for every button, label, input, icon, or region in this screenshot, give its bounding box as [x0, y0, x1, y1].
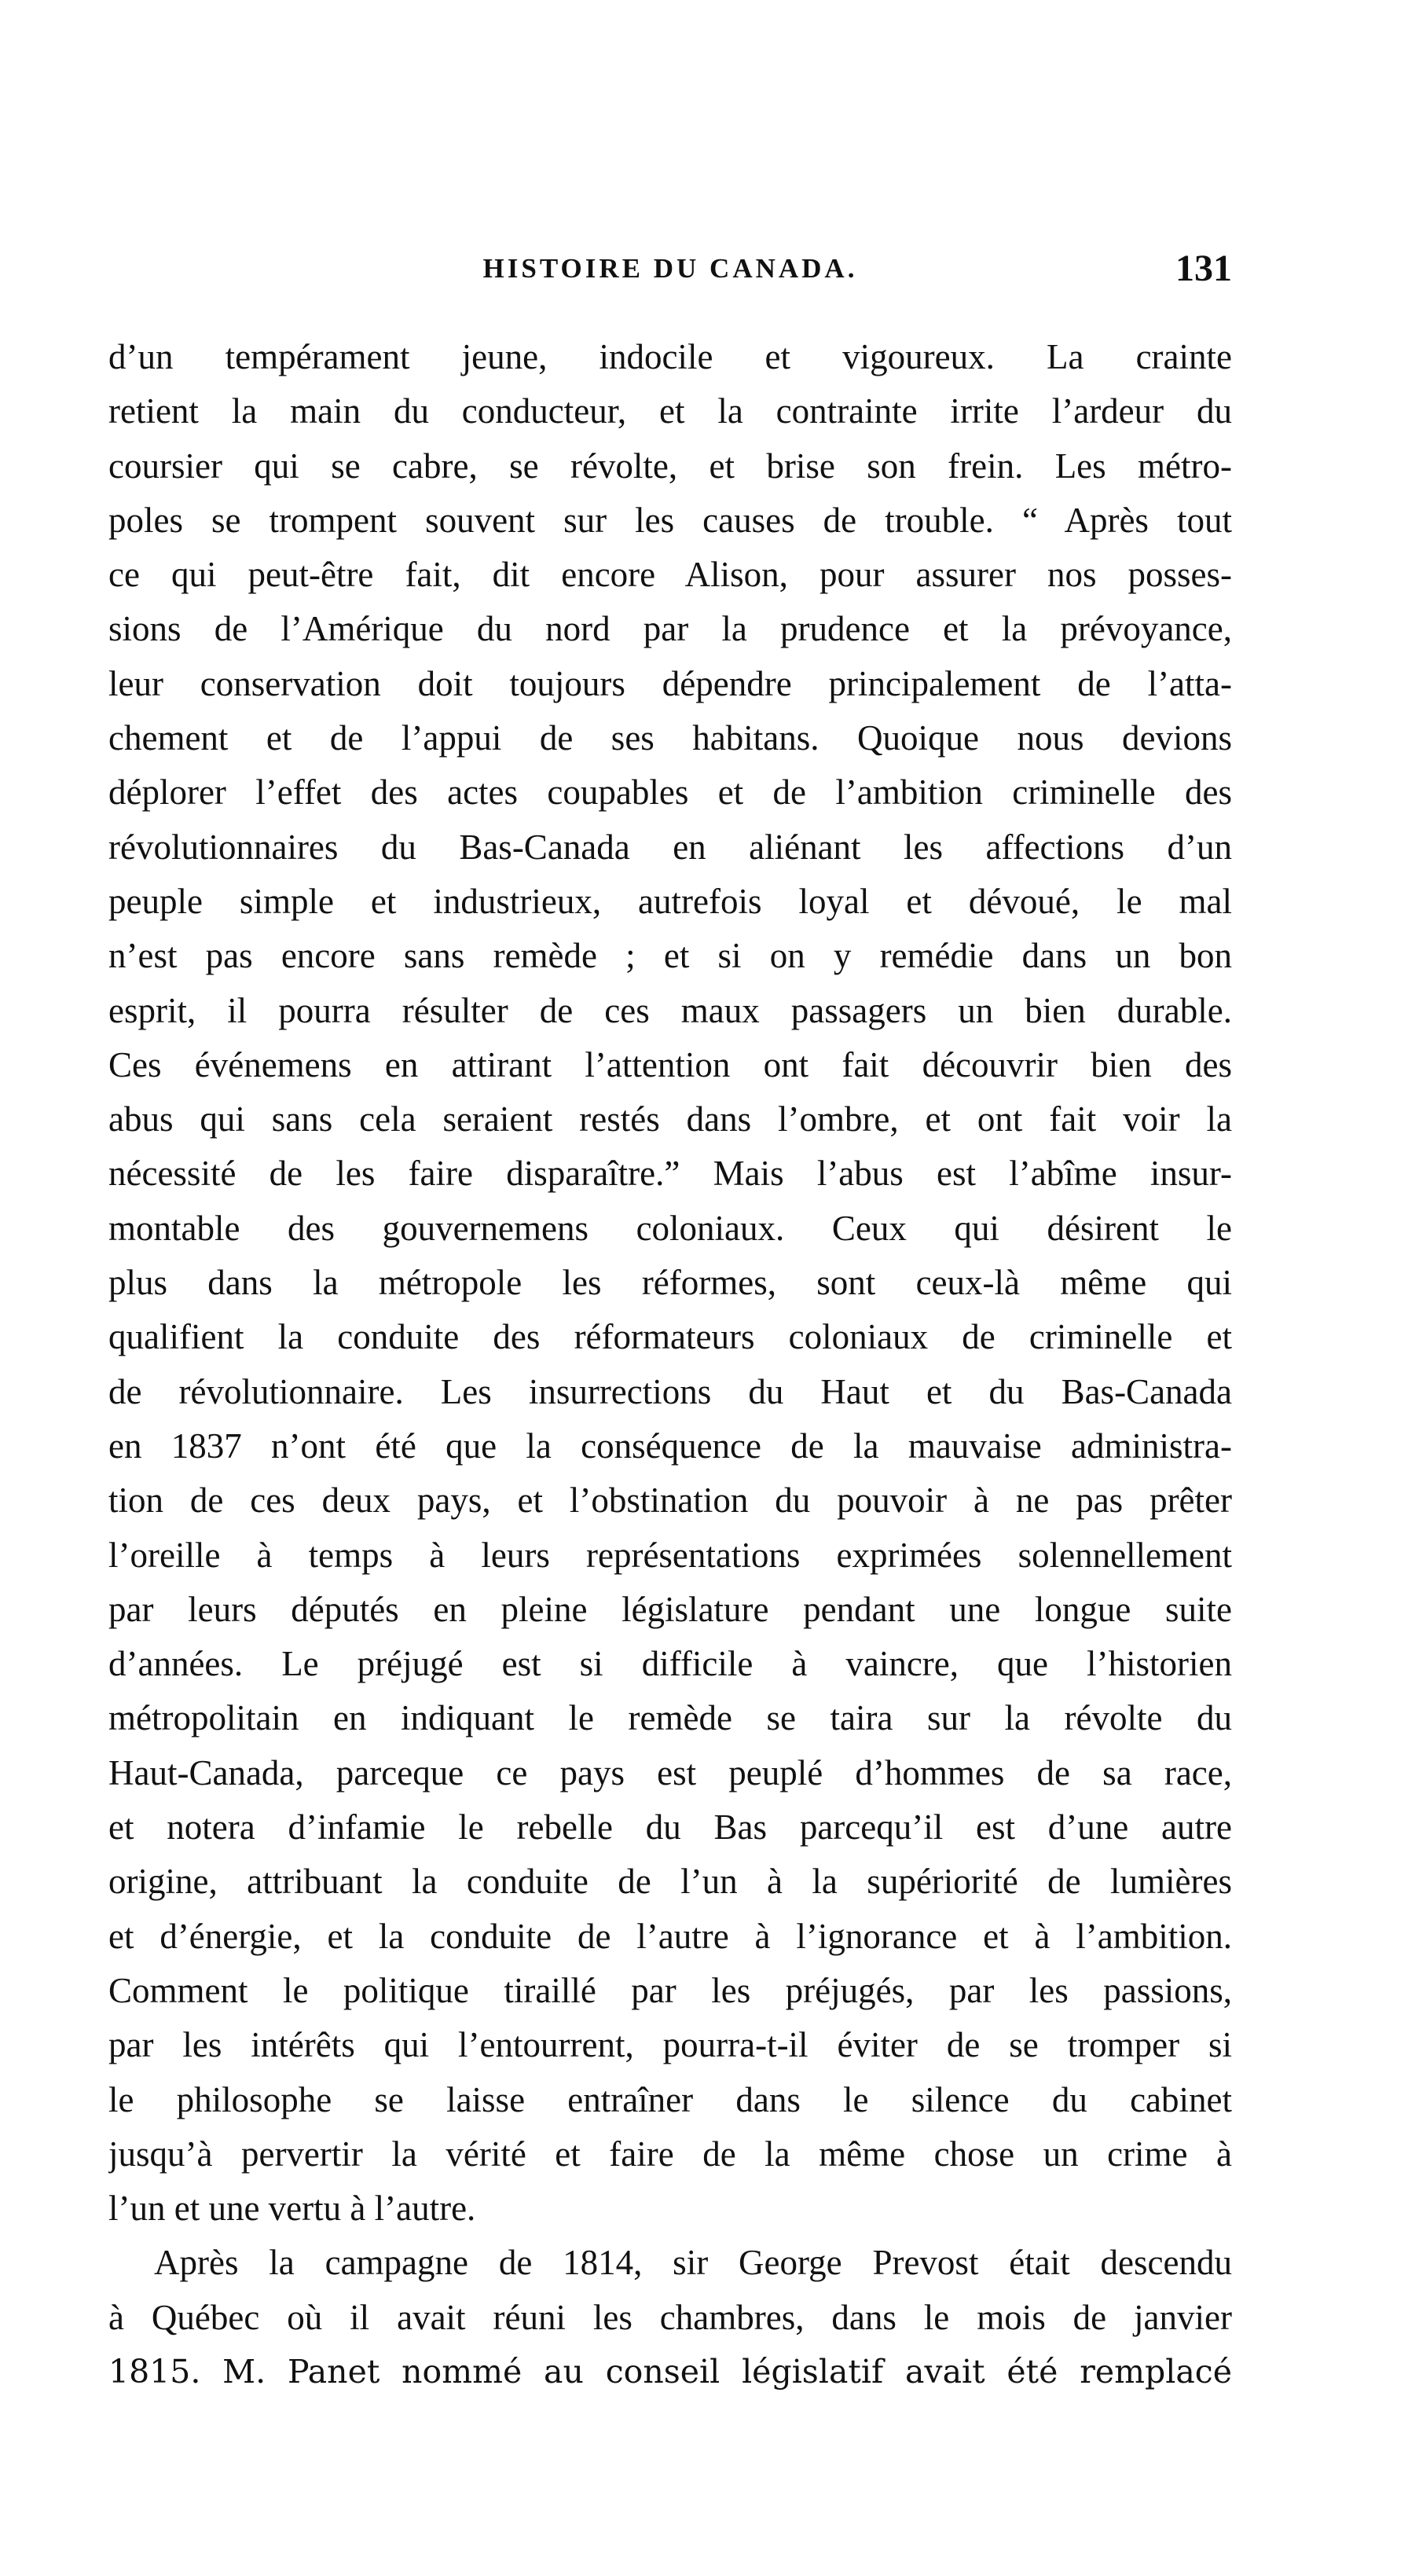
text-line: d’un tempérament jeune, indocile et vigoureux. La crainte [108, 337, 1232, 376]
text-line: jusqu’à pervertir la vérité et faire de la même chose un crime à [108, 2134, 1232, 2174]
paragraph-first-line: Après la campagne de 1814, sir George Prevost était descendu [154, 2243, 1232, 2283]
text-line: esprit, il pourra résulter de ces maux passagers un bien durable. [108, 990, 1232, 1030]
text-line: chement et de l’appui de ses habitans. Quoique nous devions [108, 718, 1232, 758]
text-line: Haut-Canada, parceque ce pays est peuplé d’hommes de sa race, [108, 1752, 1232, 1793]
text-line: abus qui sans cela seraient restés dans l’ombre, et ont fait voir la [108, 1099, 1232, 1139]
text-line: le philosophe se laisse entraîner dans le silence du cabinet [108, 2079, 1232, 2119]
text-line: de révolutionnaire. Les insurrections du Haut et du Bas-Canada [108, 1371, 1232, 1411]
text-line: plus dans la métropole les réformes, sont ceux-là même qui [108, 1263, 1232, 1303]
text-line: Ces événemens en attirant l’attention ont fait découvrir bien des [108, 1044, 1232, 1084]
text-line: et d’énergie, et la conduite de l’autre à l’ignorance et à l’ambition. [108, 1916, 1232, 1956]
text-line: et notera d’infamie le rebelle du Bas parcequ’il est d’une autre [108, 1807, 1232, 1848]
text-line: l’un et une vertu à l’autre. [108, 2189, 476, 2229]
text-line: l’oreille à temps à leurs représentations exprimées solennellement [108, 1535, 1232, 1575]
text-line: sions de l’Amérique du nord par la prudence et la prévoyance, [108, 609, 1232, 649]
text-line: d’années. Le préjugé est si difficile à vaincre, que l’historien [108, 1644, 1232, 1684]
text-line: par les intérêts qui l’entourrent, pourra-t-il éviter de se tromper si [108, 2025, 1232, 2065]
text-line: déplorer l’effet des actes coupables et de l’ambition criminelle des [108, 772, 1232, 813]
text-line: par leurs députés en pleine législature pendant une longue suite [108, 1589, 1232, 1629]
running-title: HISTOIRE DU CANADA. [482, 253, 858, 284]
text-line: retient la main du conducteur, et la contrainte irrite l’ardeur du [108, 391, 1232, 431]
text-line: révolutionnaires du Bas-Canada en aliénant les affections d’un [108, 827, 1232, 867]
text-line: tion de ces deux pays, et l’obstination du pouvoir à ne pas prêter [108, 1481, 1232, 1521]
text-line: origine, attribuant la conduite de l’un à la supériorité de lumières [108, 1862, 1232, 1902]
text-line: n’est pas encore sans remède ; et si on y remédie dans un bon [108, 936, 1232, 976]
text-line: montable des gouvernemens coloniaux. Ceux qui désirent le [108, 1208, 1232, 1248]
text-line: nécessité de les faire disparaître.” Mais l’abus est l’abîme insur- [108, 1154, 1232, 1194]
text-line: qualifient la conduite des réformateurs coloniaux de criminelle et [108, 1317, 1232, 1357]
running-head [108, 248, 1232, 300]
text-line: peuple simple et industrieux, autrefois loyal et dévoué, le mal [108, 881, 1232, 921]
text-line: Comment le politique tiraillé par les préjugés, par les passions, [108, 1970, 1232, 2010]
text-line: 1815. M. Panet nommé au conseil législatif avait été remplacé [108, 2352, 1232, 2391]
body-text [108, 330, 1232, 2399]
text-line: métropolitain en indiquant le remède se taira sur la révolte du [108, 1698, 1232, 1738]
text-line: ce qui peut-être fait, dit encore Alison, pour assurer nos posses- [108, 555, 1232, 595]
text-line: en 1837 n’ont été que la conséquence de la mauvaise administra- [108, 1426, 1232, 1466]
text-line: à Québec où il avait réuni les chambres, dans le mois de janvier [108, 2297, 1232, 2337]
text-line: coursier qui se cabre, se révolte, et brise son frein. Les métro- [108, 446, 1232, 486]
text-line: poles se trompent souvent sur les causes de trouble. “ Après tout [108, 500, 1232, 540]
text-line: leur conservation doit toujours dépendre principalement de l’atta- [108, 663, 1232, 703]
page-number: 131 [1175, 248, 1232, 289]
